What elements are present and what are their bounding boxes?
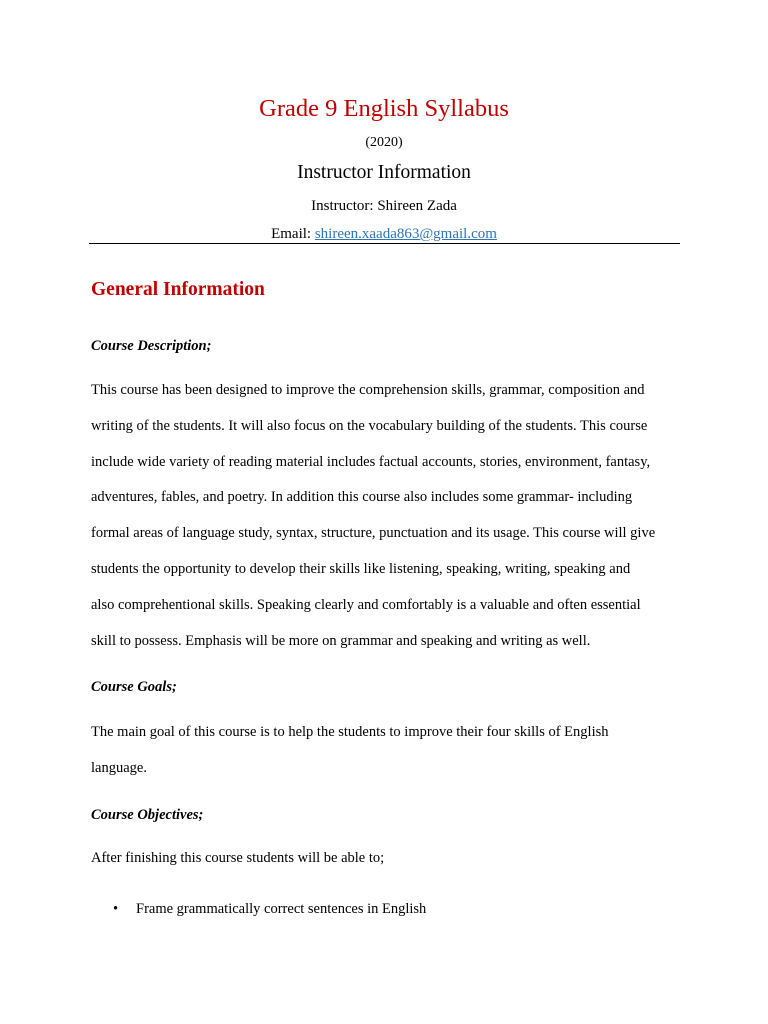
- text-line: This course has been designed to improve the comprehension skills, grammar, composition and: [91, 382, 645, 398]
- objectives-intro: After finishing this course students will be able to;: [91, 850, 385, 866]
- document-year: (2020): [365, 135, 403, 150]
- text-line: writing of the students. It will also focus on the vocabulary building of the students. This course: [91, 417, 648, 434]
- email-label: Email:: [271, 226, 315, 242]
- course-description-label: Course Description;: [91, 338, 212, 354]
- text-line: include wide variety of reading material includes factual accounts, stories, environment, fantasy,: [91, 453, 651, 470]
- text-line: also comprehentional skills. Speaking clearly and comfortably is a valuable and often essential: [91, 596, 641, 613]
- document-title: Grade 9 English Syllabus: [259, 95, 509, 122]
- text-line: adventures, fables, and poetry. In addition this course also includes some grammar- including: [91, 489, 633, 506]
- text-line: The main goal of this course is to help the students to improve their four skills of English: [91, 724, 609, 740]
- text-line: students the opportunity to develop their skills like listening, speaking, writing, speaking and: [91, 560, 631, 577]
- objectives-list: [91, 899, 426, 919]
- text-line: formal areas of language study, syntax, structure, punctuation and its usage. This course will give: [91, 525, 656, 542]
- instructor-name: Instructor: Shireen Zada: [311, 198, 457, 214]
- course-objectives-label: Course Objectives;: [91, 807, 204, 823]
- header-divider: [89, 243, 680, 244]
- email-link[interactable]: shireen.xaada863@gmail.com: [314, 226, 497, 242]
- text-line: language.: [91, 759, 147, 776]
- email-line: [0, 225, 768, 244]
- objective-text: Frame grammatically correct sentences in English: [136, 901, 427, 917]
- list-item: [91, 899, 426, 919]
- instructor-info-heading: Instructor Information: [297, 162, 471, 183]
- course-description-text: [91, 373, 691, 659]
- general-info-heading: General Information: [91, 279, 265, 300]
- text-line: skill to possess. Emphasis will be more on grammar and speaking and writing as well.: [91, 632, 591, 649]
- course-goals-label: Course Goals;: [91, 679, 177, 695]
- course-goals-text: [91, 715, 691, 787]
- bullet-icon: •: [113, 901, 119, 917]
